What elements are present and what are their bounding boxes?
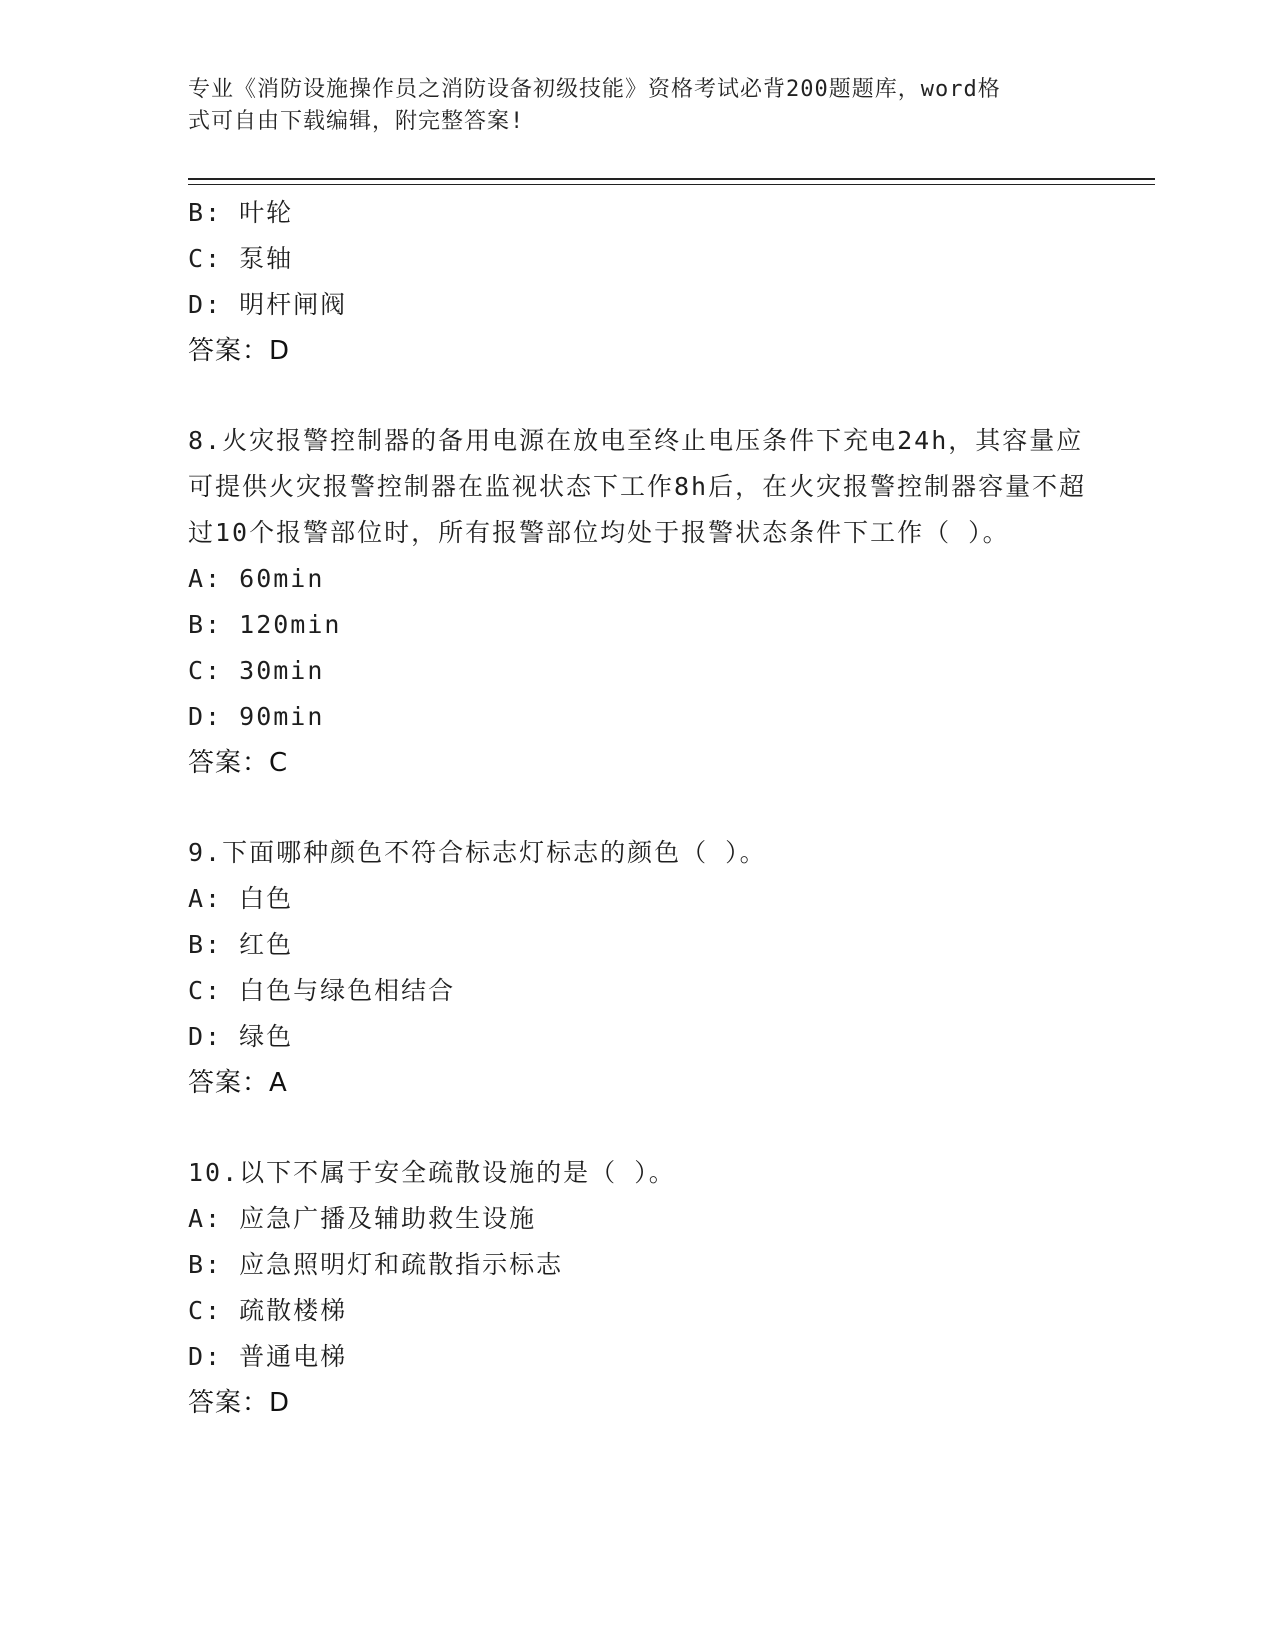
header-rule-bottom <box>188 184 1155 185</box>
previous-question-tail <box>188 190 1088 374</box>
question-stem: 9.下面哪种颜色不符合标志灯标志的颜色（ ）。 <box>188 838 767 867</box>
option-b: B: 120min <box>188 610 342 639</box>
answer-line: 答案：D <box>188 336 291 366</box>
option-b: B: 叶轮 <box>188 198 294 227</box>
question-stem: 8.火灾报警控制器的备用电源在放电至终止电压条件下充电24h，其容量应可提供火灾报警控制器在监视状态下工作8h后，在火灾报警控制器容量不超过10个报警部位时，所有报警部位均处于报警状态条件下工作（ ）。 <box>188 426 1087 547</box>
option-d: D: 普通电梯 <box>188 1342 348 1371</box>
question-10 <box>188 1150 1088 1426</box>
header-title-line-2: 式可自由下载编辑，附完整答案! <box>188 109 525 134</box>
header-rule-top <box>188 178 1155 180</box>
option-d: D: 绿色 <box>188 1022 294 1051</box>
option-a: A: 60min <box>188 564 325 593</box>
option-a: A: 应急广播及辅助救生设施 <box>188 1204 537 1233</box>
question-8 <box>188 418 1088 786</box>
spacer <box>188 374 1088 418</box>
option-a: A: 白色 <box>188 884 294 913</box>
option-c: C: 疏散楼梯 <box>188 1296 348 1325</box>
answer-line: 答案：A <box>188 1068 288 1098</box>
answer-line: 答案：D <box>188 1388 291 1418</box>
spacer <box>188 1106 1088 1150</box>
header-title-line-1: 专业《消防设施操作员之消防设备初级技能》资格考试必背200题题库，word格 <box>188 77 1001 102</box>
document-header <box>188 74 1088 138</box>
option-d: D: 明杆闸阀 <box>188 290 348 319</box>
option-b: B: 红色 <box>188 930 294 959</box>
option-c: C: 泵轴 <box>188 244 294 273</box>
option-d: D: 90min <box>188 702 325 731</box>
option-c: C: 30min <box>188 656 325 685</box>
document-body <box>188 190 1088 1426</box>
spacer <box>188 786 1088 830</box>
option-b: B: 应急照明灯和疏散指示标志 <box>188 1250 564 1279</box>
question-stem: 10.以下不属于安全疏散设施的是（ ）。 <box>188 1158 676 1187</box>
answer-line: 答案：C <box>188 748 289 778</box>
question-9 <box>188 830 1088 1106</box>
option-c: C: 白色与绿色相结合 <box>188 976 456 1005</box>
